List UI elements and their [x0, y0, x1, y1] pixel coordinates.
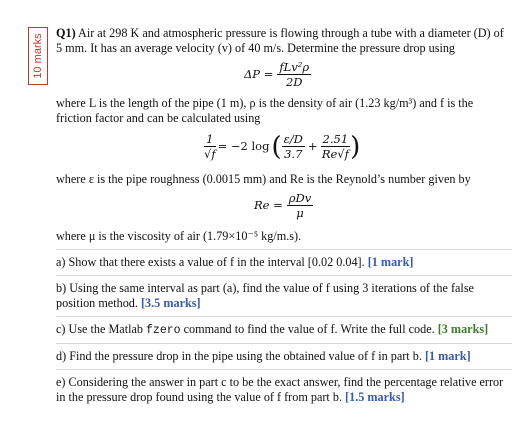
part-c-text-pre: c) Use the Matlab	[56, 322, 147, 336]
equation-pressure-drop	[56, 56, 512, 96]
divider	[56, 343, 512, 344]
part-c-marks: [3 marks]	[437, 322, 489, 336]
where-viscosity-text: where μ is the viscosity of air (1.79×10⁻⁵ kg/m.s).	[56, 229, 302, 243]
part-b-marks: [3.5 marks]	[140, 296, 201, 310]
question-intro	[56, 26, 512, 56]
where-length-text: where L is the length of the pipe (1 m), ρ is the density of air (1.23 kg/m³) and f is the friction factor and can be calculated using	[56, 96, 474, 125]
eq2-num2: ε/D	[283, 132, 303, 146]
where-roughness-text: where ε is the pipe roughness (0.0015 mm) and Re is the Reynold’s number given by	[56, 172, 471, 186]
divider	[56, 275, 512, 276]
part-a-marks: [1 mark]	[367, 255, 414, 269]
equation-colebrook: $\frac{1}{√f}$ = −2 log ( $\frac{\varepsilon/D}{3.7}$ + $\frac{2.51}{Re√f}$ )	[204, 131, 361, 162]
eq2-mid: = −2 log	[217, 139, 270, 153]
question-number: Q1)	[56, 26, 76, 40]
part-a-text: a) Show that there exists a value of f in the interval [0.02 0.04].	[56, 255, 368, 269]
part-b	[56, 281, 512, 311]
eq1-lhs: ΔP =	[244, 67, 274, 81]
part-d-text: d) Find the pressure drop in the pipe using the obtained value of f in part b.	[56, 349, 425, 363]
question-body	[56, 26, 512, 405]
part-e-text: e) Considering the answer in part c to be the exact answer, find the percentage relative error in the pressure drop found using the value of f from part b.	[56, 375, 504, 404]
eq2-den2: 3.7	[284, 147, 303, 161]
question-intro-text: Air at 298 K and atmospheric pressure is flowing through a tube with a diameter (D) of 5 mm. It has an average velocity (v) of 40 m/s. Determine the pressure drop using	[56, 26, 504, 55]
part-b-text: b) Using the same interval as part (a), find the value of f using 3 iterations of the false position method.	[56, 281, 474, 310]
part-c-text-post: command to find the value of f. Write the full code.	[180, 322, 438, 336]
part-c	[56, 322, 512, 338]
part-d	[56, 349, 512, 364]
eq1-numerator: fLv²ρ	[279, 60, 310, 74]
marks-tag	[28, 27, 48, 85]
equation-reynolds	[56, 187, 512, 227]
divider	[56, 316, 512, 317]
part-a	[56, 255, 512, 270]
part-c-code: fzero	[146, 324, 181, 337]
eq3-lhs: Re =	[254, 198, 283, 212]
part-d-marks: [1 mark]	[424, 349, 471, 363]
part-e	[56, 375, 512, 405]
eq2-den3: Re√f	[321, 147, 349, 161]
eq3-numerator: ρDv	[288, 191, 312, 205]
eq3-denominator: μ	[296, 206, 304, 220]
eq2-den1: √f	[204, 147, 216, 161]
eq2-plus: +	[307, 139, 318, 153]
divider	[56, 369, 512, 370]
part-e-marks: [1.5 marks]	[345, 390, 405, 404]
marks-tag-label: 10 marks	[32, 33, 44, 79]
eq2-num1: 1	[204, 132, 216, 147]
eq2-num3: 2.51	[322, 132, 349, 146]
divider	[56, 249, 512, 250]
eq1-denominator: 2D	[285, 75, 303, 89]
